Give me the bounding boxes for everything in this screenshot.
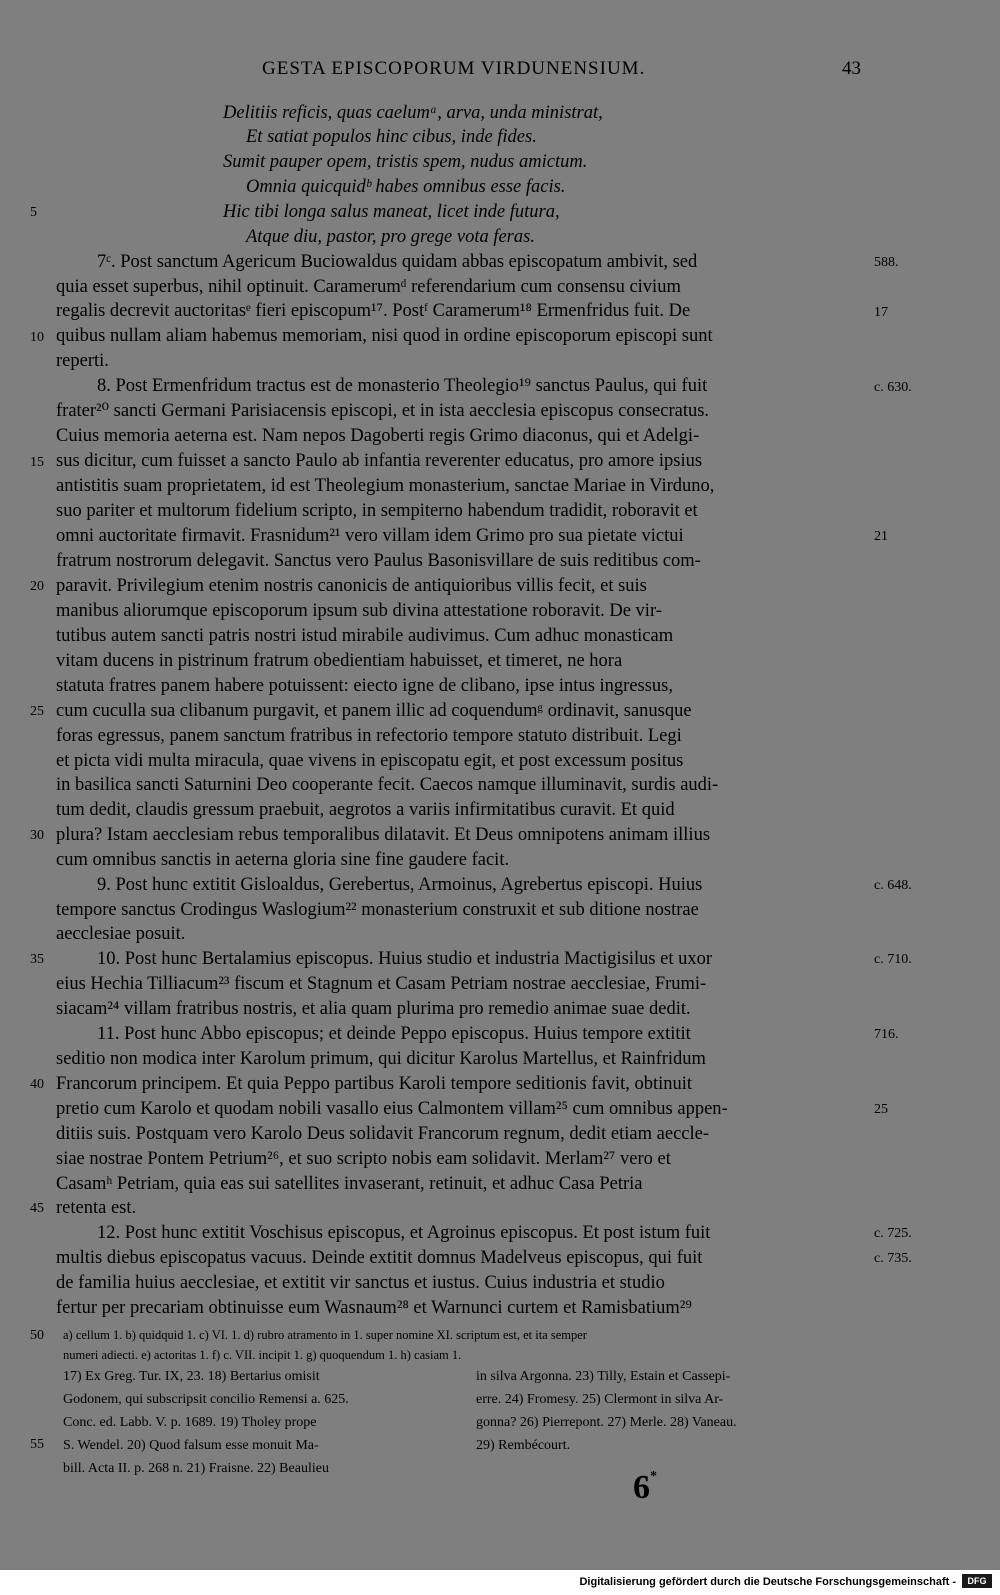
footer-credit: Digitalisierung gefördert durch die Deutsche Forschungsgemeinschaft -	[579, 1576, 956, 1588]
footnote-line: S. Wendel. 20) Quod falsum esse monuit Ma-	[63, 1438, 319, 1453]
text-line: multis diebus episcopatus vacuus. Deinde extitit domnus Madelveus episcopus, qui fuit	[56, 1248, 703, 1268]
apparatus-line: numeri adiecti. e) actoritas 1. f) c. VII. incipit 1. g) quoquendum 1. h) casiam 1.	[63, 1348, 462, 1362]
text-line: paravit. Privilegium etenim nostris canonicis de antiquioribus villis fecit, et suis	[56, 576, 647, 596]
margin-note: 17	[874, 305, 888, 320]
text-line: quibus nullam aliam habemus memoriam, nisi quod in ordine episcoporum episcopi sunt	[56, 326, 713, 346]
margin-date: 588.	[874, 255, 899, 270]
text-line: sus dicitur, cum fuisset a sancto Paulo ab infantia reverenter educatus, pro amore ipsius	[56, 451, 703, 471]
signature-asterisk: *	[650, 1469, 657, 1484]
text-line: cum cuculla sua clibanum purgavit, et panem illic ad coquendumᵍ ordinavit, sanusque	[56, 701, 692, 721]
line-number: 30	[30, 828, 44, 843]
dfg-logo-icon: DFG	[962, 1574, 992, 1588]
text-line: siae nostrae Pontem Petrium²⁶, et suo scripto nobis eam solidavit. Merlam²⁷ vero et	[56, 1149, 671, 1169]
margin-note: 21	[874, 529, 888, 544]
line-number: 40	[30, 1077, 44, 1092]
margin-date: c. 735.	[874, 1251, 912, 1266]
running-header	[0, 58, 1000, 86]
margin-note: 25	[874, 1102, 888, 1117]
verse-line: Omnia quicquidᵇ habes omnibus esse facis.	[246, 177, 566, 197]
verse-line: Delitiis reficis, quas caelumᵃ, arva, unda ministrat,	[223, 103, 603, 123]
text-line: cum omnibus sanctis in aeterna gloria sine fine gaudere facit.	[56, 850, 510, 870]
text-line: seditio non modica inter Karolum primum, qui dicitur Karolus Martellus, et Rainfridum	[56, 1049, 706, 1069]
text-line: in basilica sancti Saturnini Deo cooperante fecit. Caecos namque illuminavit, surdis audi-	[56, 775, 719, 795]
signature-mark	[633, 1469, 657, 1507]
text-line: antistitis suam proprietatem, id est Theolegium monasterium, sanctae Mariae in Virduno,	[56, 476, 715, 496]
text-line: aecclesiae posuit.	[56, 924, 186, 944]
text-line: 12. Post hunc extitit Voschisus episcopus, et Agroinus episcopus. Et post istum fuit	[97, 1223, 711, 1243]
header-title: GESTA EPISCOPORUM VIRDUNENSIUM.	[262, 58, 646, 79]
footnote-line: gonna? 26) Pierrepont. 27) Merle. 28) Vaneau.	[476, 1415, 737, 1430]
text-line: Cuius memoria aeterna est. Nam nepos Dagoberti regis Grimo diaconus, qui et Adelgi-	[56, 426, 700, 446]
text-line: frater²⁰ sancti Germani Parisiacensis episcopi, et in ista aecclesia episcopus consecratus.	[56, 401, 710, 421]
text-line: 11. Post hunc Abbo episcopus; et deinde Peppo episcopus. Huius tempore extitit	[97, 1024, 691, 1044]
text-line: tutibus autem sancti patris nostri istud mirabile audivimus. Cum adhuc monasticam	[56, 626, 674, 646]
text-line: reperti.	[56, 351, 109, 371]
line-number: 55	[30, 1437, 44, 1452]
margin-date: 716.	[874, 1027, 899, 1042]
margin-date: c. 710.	[874, 952, 912, 967]
line-number: 5	[30, 205, 37, 220]
signature-number: 6	[633, 1469, 650, 1506]
line-number: 25	[30, 704, 44, 719]
text-line: 8. Post Ermenfridum tractus est de monasterio Theolegio¹⁹ sanctus Paulus, qui fuit	[97, 376, 708, 396]
verse-line: Et satiat populos hinc cibus, inde fides.	[246, 127, 537, 147]
text-line: et picta vidi multa miracula, quae vivens in episcopatu egit, et post excessum positus	[56, 751, 684, 771]
footnote-line: bill. Acta II. p. 268 n. 21) Fraisne. 22) Beaulieu	[63, 1461, 329, 1476]
margin-date: c. 648.	[874, 878, 912, 893]
text-line: plura? Istam aecclesiam rebus temporalibus dilatavit. Et Deus omnipotens animam illius	[56, 825, 711, 845]
verse-line: Atque diu, pastor, pro grege vota feras.	[246, 227, 535, 247]
margin-date: c. 725.	[874, 1226, 912, 1241]
text-line: fratrum nostrorum delegavit. Sanctus vero Paulus Basonisvillare de suis reditibus com-	[56, 551, 701, 571]
footnote-line: Conc. ed. Labb. V. p. 1689. 19) Tholey prope	[63, 1415, 317, 1430]
footnote-line: in silva Argonna. 23) Tilly, Estain et Cassepi-	[476, 1369, 731, 1384]
line-number: 35	[30, 952, 44, 967]
text-line: statuta fratres panem habere potuissent: eiecto igne de clibano, ipse intus ingressus,	[56, 676, 674, 696]
line-number: 45	[30, 1201, 44, 1216]
text-line: siacam²⁴ villam fratribus nostris, et alia quam plurima pro remedio animae suae dedit.	[56, 999, 691, 1019]
text-line: vitam ducens in pistrinum fratrum obedientiam habuisset, et timeret, ne hora	[56, 651, 623, 671]
text-line: tum dedit, claudis gressum praebuit, aegrotos a variis infirmitatibus curavit. Et quid	[56, 800, 675, 820]
line-number: 20	[30, 579, 44, 594]
line-number: 15	[30, 455, 44, 470]
text-line: 7ᶜ. Post sanctum Agericum Buciowaldus quidam abbas episcopatum ambivit, sed	[97, 252, 698, 272]
text-line: 9. Post hunc extitit Gisloaldus, Gerebertus, Armoinus, Agrebertus episcopi. Huius	[97, 875, 703, 895]
margin-date: c. 630.	[874, 380, 912, 395]
verse-line: Sumit pauper opem, tristis spem, nudus amictum.	[223, 152, 588, 172]
text-line: retenta est.	[56, 1198, 137, 1218]
footnote-line: 17) Ex Greg. Tur. IX, 23. 18) Bertarius omisit	[63, 1369, 320, 1384]
text-line: de familia huius aecclesiae, et extitit vir sanctus et iustus. Cuius industria et studio	[56, 1273, 665, 1293]
text-line: tempore sanctus Crodingus Waslogium²² monasterium construxit et sub ditione nostrae	[56, 900, 699, 920]
text-line: suo pariter et multorum fidelium scripto, in sempiterno habendum tradidit, roboravit et	[56, 501, 698, 521]
footnote-line: erre. 24) Fromesy. 25) Clermont in silva Ar-	[476, 1392, 724, 1407]
line-number: 10	[30, 330, 44, 345]
text-line: omni auctoritate firmavit. Frasnidum²¹ vero villam idem Grimo pro sua pietate victui	[56, 526, 684, 546]
footnote-line: Godonem, qui subscripsit concilio Remensi a. 625.	[63, 1392, 349, 1407]
text-line: 10. Post hunc Bertalamius episcopus. Huius studio et industria Mactigisilus et uxor	[97, 949, 713, 969]
text-line: Casamʰ Petriam, quia eas sui satellites invaserant, retinuit, et adhuc Casa Petria	[56, 1174, 643, 1194]
apparatus-line: a) cellum 1. b) quidquid 1. c) VI. 1. d) rubro atramento in 1. super nomine XI. scriptum est, et ita semper	[63, 1328, 587, 1342]
text-line: fertur per precariam obtinuisse eum Wasnaum²⁸ et Warnunci curtem et Ramisbatium²⁹	[56, 1298, 692, 1318]
text-line: pretio cum Karolo et quodam nobili vasallo eius Calmontem villam²⁵ cum omnibus appen-	[56, 1099, 728, 1119]
text-line: foras egressus, panem sanctum fratribus in refectorio tempore statuto distribuit. Legi	[56, 726, 682, 746]
text-line: quia esset superbus, nihil optinuit. Caramerumᵈ referendarium cum consensu civium	[56, 277, 681, 297]
text-line: regalis decrevit auctoritasᵉ fieri episcopum¹⁷. Postᶠ Caramerum¹⁸ Ermenfridus fuit. De	[56, 301, 691, 321]
footer-bar	[0, 1570, 1000, 1595]
line-number: 50	[30, 1328, 44, 1343]
text-line: Francorum principem. Et quia Peppo partibus Karoli tempore seditionis favit, obtinuit	[56, 1074, 693, 1094]
footnote-line: 29) Rembécourt.	[476, 1438, 571, 1453]
text-line: eius Hechia Tilliacum²³ fiscum et Stagnum et Casam Petriam nostrae aecclesiae, Frumi-	[56, 974, 707, 994]
text-line: manibus aliorumque episcoporum ipsum sub divina attestatione roboravit. De vir-	[56, 601, 662, 621]
page-number: 43	[842, 58, 861, 79]
verse-line: Hic tibi longa salus maneat, licet inde futura,	[223, 202, 560, 222]
text-line: ditiis suis. Postquam vero Karolo Deus solidavit Francorum regnum, dedit etiam aeccle-	[56, 1124, 710, 1144]
